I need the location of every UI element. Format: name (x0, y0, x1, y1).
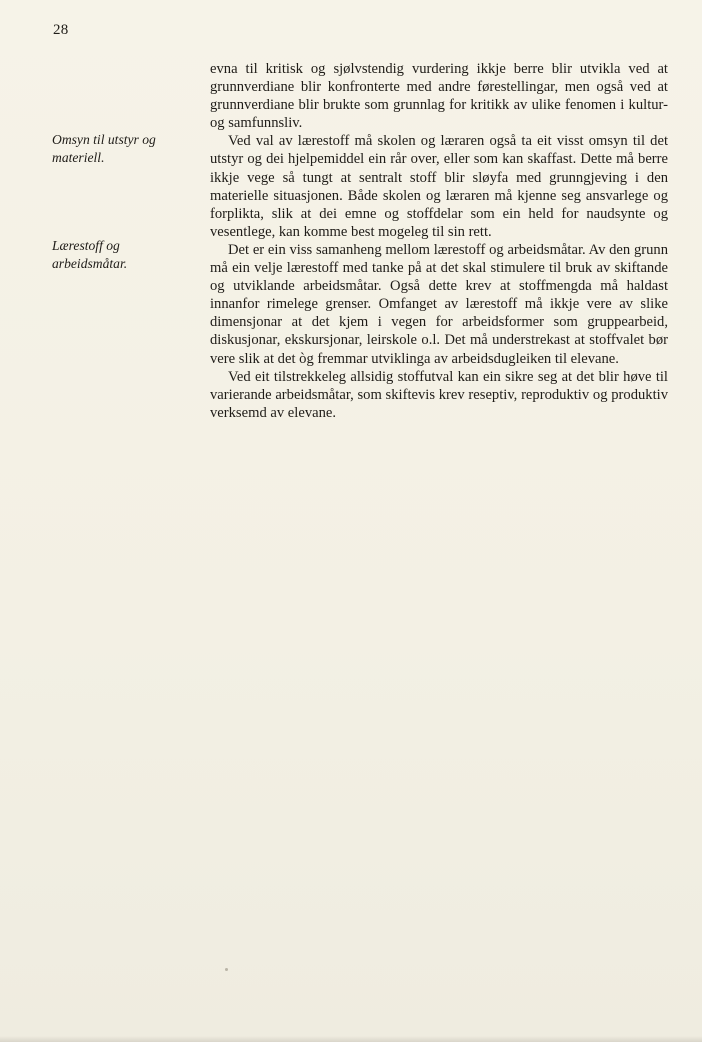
paper-speck (225, 968, 228, 971)
paragraph: Det er ein viss samanheng mellom lærestoff og arbeidsmåtar. Av den grunn må ein velje lærestoff med tanke på at det skal stimulere til bruk av skiftande og utviklande arbeidsmåtar. Også dette krev at stoffmengda må haldast innanfor rimelege grenser. Omfanget av lærestoff må ikkje vere av slike dimensjonar at det kjem i vegen for arbeidsformer som gruppearbeid, diskusjonar, ekskursjonar, leirskole o.l. Det må understrekast at stoffvalet bør vere slik at det òg fremmar utviklinga av arbeidsdugleiken til elevane. (210, 241, 668, 367)
margin-note-work-methods: Lærestoff og arbeidsmåtar. (52, 238, 128, 271)
paragraph: evna til kritisk og sjølvstendig vurdering ikkje berre blir utvikla ved at grunnverdiane blir konfronterte med andre førestellingar, men også ved at grunnverdiane blir brukte som grunnlag for kritikk av ulike fenomen i kultur- og samfunnsliv. (210, 61, 668, 132)
page-bottom-edge (0, 1036, 702, 1042)
page-number: 28 (53, 22, 69, 38)
paragraph: Ved eit tilstrekkeleg allsidig stoffutval kan ein sikre seg at det blir høve til varierande arbeidsmåtar, som skiftevis krev reseptiv, reproduktiv og produktiv verksemd av elevane. (210, 368, 668, 421)
paragraph: Ved val av lærestoff må skolen og læraren også ta eit visst omsyn til det utstyr og dei hjelpemiddel ein rår over, eller som kan skaffast. Dette må berre ikkje vege så tungt at sentralt stoff blir sløyfa med grunngjeving i den materielle situasjonen. Både skolen og læraren må kjenne seg ansvarlege og forplikta, slik at dei emne og stoffdelar som ein held for naudsynte og vesentlege, kan komme best mogeleg til sin rett. (210, 133, 668, 240)
body-text (210, 60, 668, 422)
margin-note-equipment: Omsyn til utstyr og materiell. (52, 132, 156, 165)
